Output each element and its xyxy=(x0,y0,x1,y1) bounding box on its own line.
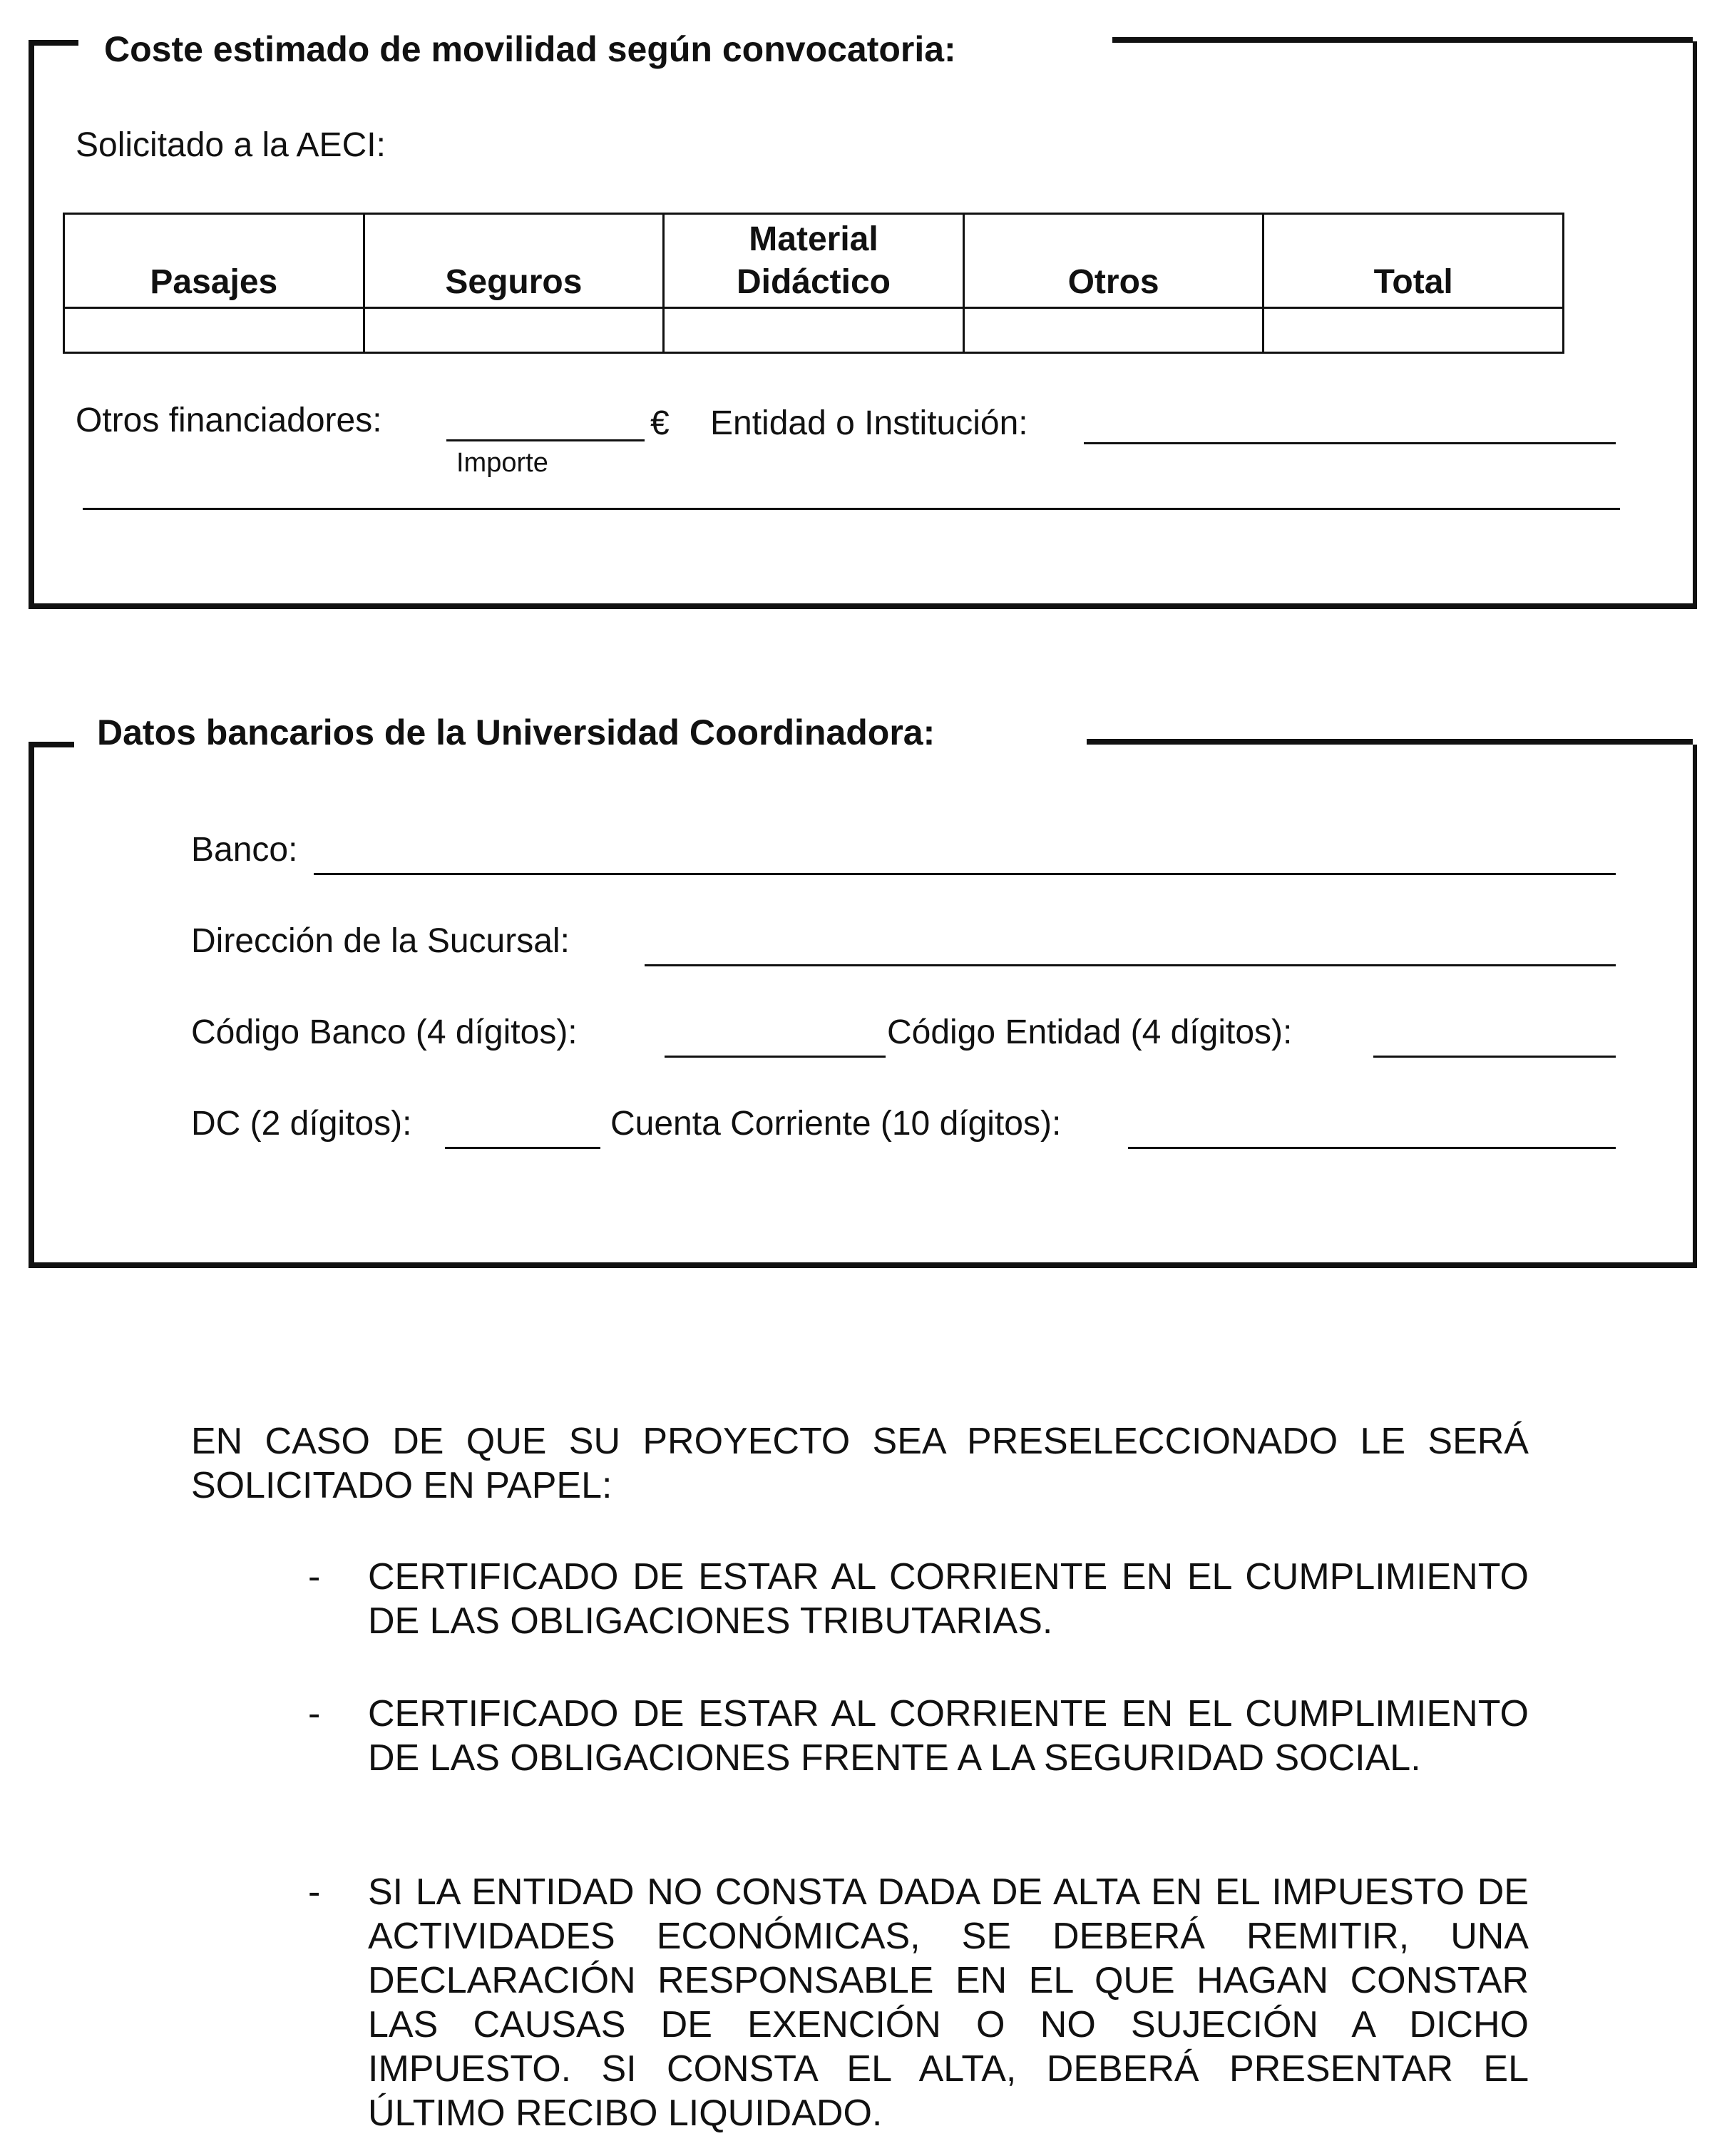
cost-value-otros[interactable] xyxy=(963,308,1264,353)
entity-code-field[interactable] xyxy=(1373,1056,1616,1058)
bullet-marker-1: - xyxy=(308,1556,321,1598)
branch-address-field[interactable] xyxy=(645,964,1616,966)
cost-value-pasajes[interactable] xyxy=(64,308,364,353)
entity-continuation-field[interactable] xyxy=(83,508,1620,510)
bank-code-field[interactable] xyxy=(665,1056,886,1058)
other-funders-amount-field[interactable] xyxy=(446,439,645,441)
cost-header-material-didactico: Material Didáctico xyxy=(664,214,964,308)
requirement-item-economic-activity-tax: SI LA ENTIDAD NO CONSTA DADA DE ALTA EN EL IMPUESTO DE ACTIVIDADES ECONÓMICAS, SE DEBERÁ REMITIR, UNA DECLARACIÓN RESPONSABLE EN EL QUE HAGAN CONSTAR LAS CAUSAS DE EXENCIÓN O NO SUJECIÓN A DICHO IMPUESTO. SI CONSTA EL ALTA, DEBERÁ PRESENTAR EL ÚLTIMO RECIBO LIQUIDADO. xyxy=(368,1871,1529,2134)
preselection-notice: EN CASO DE QUE SU PROYECTO SEA PRESELECCIONADO LE SERÁ SOLICITADO EN PAPEL: xyxy=(191,1421,1529,1506)
bank-code-label: Código Banco (4 dígitos): xyxy=(191,1013,578,1051)
cost-section-top-border-left xyxy=(29,40,78,46)
account-label: Cuenta Corriente (10 dígitos): xyxy=(610,1105,1062,1143)
cost-header-seguros: Seguros xyxy=(364,214,664,308)
cost-table xyxy=(63,213,1564,354)
requirement-item-social-security: CERTIFICADO DE ESTAR AL CORRIENTE EN EL CUMPLIMIENTO DE LAS OBLIGACIONES FRENTE A LA SEGURIDAD SOCIAL. xyxy=(368,1693,1529,1779)
bank-section-frame xyxy=(29,745,1697,1268)
cost-value-seguros[interactable] xyxy=(364,308,664,353)
cost-header-pasajes: Pasajes xyxy=(64,214,364,308)
cost-value-total[interactable] xyxy=(1264,308,1564,353)
cost-header-total: Total xyxy=(1264,214,1564,308)
entity-institution-label: Entidad o Institución: xyxy=(710,404,1028,442)
bank-section-title: Datos bancarios de la Universidad Coordinadora: xyxy=(97,712,936,752)
cost-table-header-row xyxy=(64,214,1564,308)
entity-institution-field[interactable] xyxy=(1084,442,1616,444)
cost-value-material-didactico[interactable] xyxy=(664,308,964,353)
branch-address-label: Dirección de la Sucursal: xyxy=(191,922,570,960)
bank-section-top-border-left xyxy=(29,742,74,747)
requested-aeci-label: Solicitado a la AECI: xyxy=(76,126,386,164)
entity-code-label: Código Entidad (4 dígitos): xyxy=(887,1013,1293,1051)
other-funders-label: Otros financiadores: xyxy=(76,402,382,439)
bank-section-top-border-right xyxy=(1087,739,1693,745)
bank-label: Banco: xyxy=(191,831,298,869)
cost-section-title: Coste estimado de movilidad según convocatoria: xyxy=(104,29,956,69)
dc-label: DC (2 dígitos): xyxy=(191,1105,412,1143)
requirement-item-tax: CERTIFICADO DE ESTAR AL CORRIENTE EN EL CUMPLIMIENTO DE LAS OBLIGACIONES TRIBUTARIAS. xyxy=(368,1556,1529,1642)
amount-caption: Importe xyxy=(456,448,548,478)
dc-field[interactable] xyxy=(445,1147,600,1149)
cost-table-value-row xyxy=(64,308,1564,353)
bullet-marker-3: - xyxy=(308,1871,321,1913)
bullet-marker-2: - xyxy=(308,1693,321,1734)
cost-header-otros: Otros xyxy=(963,214,1264,308)
bank-field[interactable] xyxy=(314,873,1616,875)
account-field[interactable] xyxy=(1128,1147,1616,1149)
cost-section-top-border-right xyxy=(1112,37,1693,43)
euro-symbol: € xyxy=(650,404,670,442)
